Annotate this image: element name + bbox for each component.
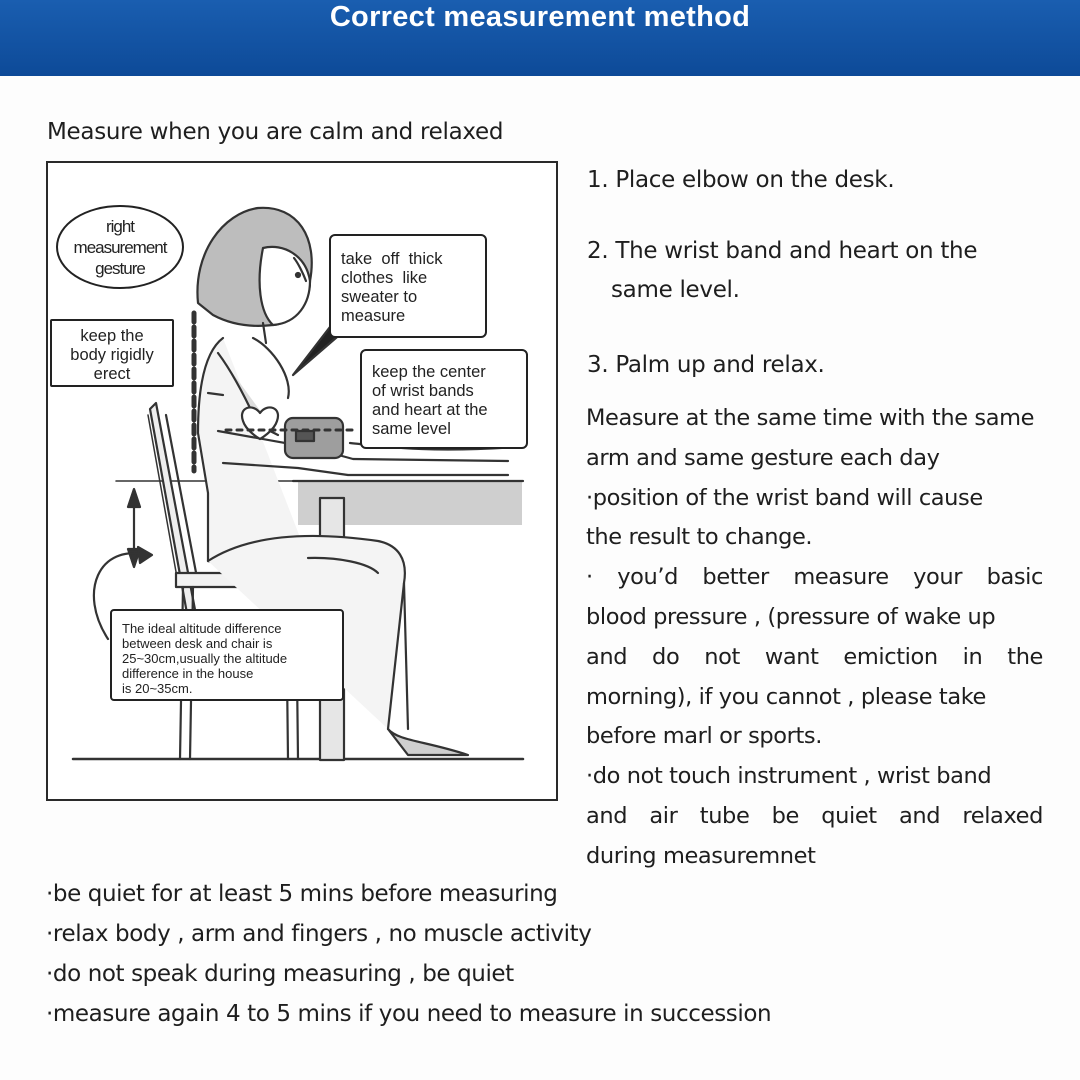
erect-callout xyxy=(50,319,174,387)
erect-line: erect xyxy=(93,365,131,383)
level-line: same level xyxy=(372,420,451,438)
erect-line: keep the xyxy=(80,327,144,345)
note-line: ·do not touch instrument , wrist band xyxy=(586,763,992,790)
oval-line: gesture xyxy=(95,258,145,278)
level-callout xyxy=(360,349,528,449)
note-line: morning), if you cannot , please take xyxy=(586,683,986,710)
level-line: and heart at the xyxy=(372,401,488,419)
note-line: Measure at the same time with the same xyxy=(586,405,1035,431)
oval-line: measurement xyxy=(73,237,167,257)
tip-line: ·measure again 4 to 5 mins if you need to measure in succession xyxy=(46,1001,772,1027)
altitude-line: between desk and chair is xyxy=(122,636,273,651)
measurement-notes xyxy=(586,399,1043,877)
oval-line: right xyxy=(105,216,135,236)
tip-line: ·do not speak during measuring , be quiet xyxy=(46,961,514,987)
tip-line: ·relax body , arm and fingers , no muscle activity xyxy=(46,921,592,947)
step-3: 3. Palm up and relax. xyxy=(587,352,825,378)
note-line: blood pressure , (pressure of wake up xyxy=(586,603,996,630)
altitude-line: difference in the house xyxy=(122,666,254,681)
step-2-continued: same level. xyxy=(611,277,740,303)
clothes-line: clothes like xyxy=(341,269,428,287)
note-line: and air tube be quiet and relaxed xyxy=(586,802,1043,829)
note-line: ·position of the wrist band will cause xyxy=(586,484,983,511)
right-gesture-oval xyxy=(56,205,184,289)
bottom-tips xyxy=(46,874,771,1034)
page-title: Correct measurement method xyxy=(329,1,751,33)
altitude-line: The ideal altitude difference xyxy=(122,621,282,636)
tip-line: ·be quiet for at least 5 mins before measuring xyxy=(46,881,558,907)
level-line: of wrist bands xyxy=(372,382,474,400)
note-line: during measuremnet xyxy=(586,842,816,869)
posture-illustration xyxy=(46,161,558,801)
step-1: 1. Place elbow on the desk. xyxy=(587,167,895,193)
subtitle: Measure when you are calm and relaxed xyxy=(47,119,504,145)
clothes-line: sweater to xyxy=(341,288,418,306)
erect-line: body rigidly xyxy=(70,346,154,364)
note-line: and do not want emiction in the xyxy=(586,643,1043,670)
altitude-callout xyxy=(110,609,344,701)
step-2: 2. The wrist band and heart on the xyxy=(587,238,978,264)
note-line: before marl or sports. xyxy=(586,723,823,750)
altitude-line: 25~30cm,usually the altitude xyxy=(122,651,288,666)
level-line: keep the center xyxy=(372,363,486,381)
clothes-line: measure xyxy=(341,307,406,325)
clothes-callout xyxy=(329,234,487,338)
header-banner xyxy=(0,0,1080,76)
note-line: · you’d better measure your basic xyxy=(586,564,1043,591)
note-line: the result to change. xyxy=(586,524,813,551)
note-line: arm and same gesture each day xyxy=(586,444,940,471)
clothes-line: take off thick xyxy=(341,250,443,268)
altitude-line: is 20~35cm. xyxy=(122,681,193,696)
